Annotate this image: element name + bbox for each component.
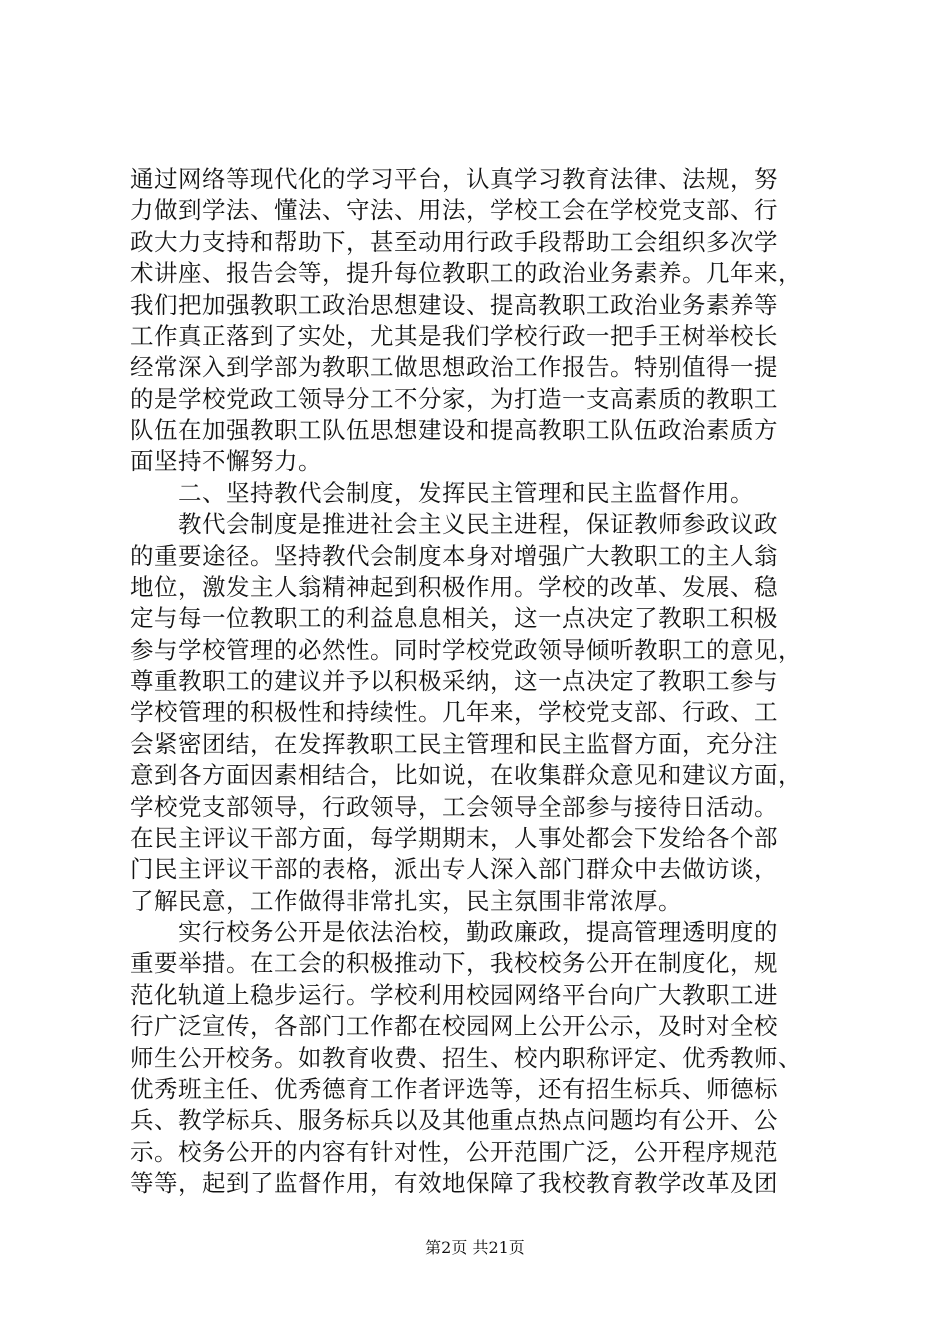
text-line: 重要举措。在工会的积极推动下，我校校务公开在制度化，规 <box>130 949 778 978</box>
text-line: 在民主评议干部方面，每学期期末，人事处都会下发给各个部 <box>130 823 778 852</box>
text-line: 工作真正落到了实处，尤其是我们学校行政一把手王树举校长 <box>130 321 778 350</box>
text-line: 术讲座、报告会等，提升每位教职工的政治业务素养。几年来， <box>130 259 802 288</box>
text-line: 参与学校管理的必然性。同时学校党政领导倾听教职工的意见， <box>130 635 802 664</box>
text-line: 等等，起到了监督作用，有效地保障了我校教育教学改革及团 <box>130 1169 778 1197</box>
text-line: 学校党支部领导，行政领导，工会领导全部参与接待日活动。 <box>130 792 778 821</box>
text-line: 经常深入到学部为教职工做思想政治工作报告。特别值得一提 <box>130 353 778 382</box>
text-line: 师生公开校务。如教育收费、招生、校内职称评定、优秀教师、 <box>130 1043 802 1072</box>
text-line: 兵、教学标兵、服务标兵以及其他重点热点问题均有公开、公 <box>130 1106 778 1135</box>
text-line: 意到各方面因素相结合，比如说，在收集群众意见和建议方面， <box>130 761 802 790</box>
text-line: 实行校务公开是依法治校，勤政廉政，提高管理透明度的 <box>130 918 778 946</box>
text-line: 尊重教职工的建议并予以积极采纳，这一点决定了教职工参与 <box>130 667 778 695</box>
text-line: 地位，激发主人翁精神起到积极作用。学校的改革、发展、稳 <box>130 572 778 601</box>
text-line: 队伍在加强教职工队伍思想建设和提高教职工队伍政治素质方 <box>130 416 778 444</box>
text-line: 行广泛宣传，各部门工作都在校园网上公开公示，及时对全校 <box>130 1012 778 1041</box>
text-line: 我们把加强教职工政治思想建设、提高教职工政治业务素养等 <box>130 290 778 319</box>
text-line: 面坚持不懈努力。 <box>130 447 322 476</box>
text-line: 的是学校党政工领导分工不分家，为打造一支高素质的教职工 <box>130 384 778 413</box>
page-number-footer: 第2页 共21页 <box>425 1238 525 1257</box>
text-line: 力做到学法、懂法、守法、用法，学校工会在学校党支部、行 <box>130 196 778 225</box>
text-line: 范化轨道上稳步运行。学校利用校园网络平台向广大教职工进 <box>130 980 778 1009</box>
text-line: 门民主评议干部的表格，派出专人深入部门群众中去做访谈， <box>130 855 778 884</box>
text-line: 定与每一位教职工的利益息息相关，这一点决定了教职工积极 <box>130 604 778 633</box>
section-heading: 二、坚持教代会制度，发挥民主管理和民主监督作用。 <box>130 478 754 507</box>
text-line: 政大力支持和帮助下，甚至动用行政手段帮助工会组织多次学 <box>130 227 778 256</box>
text-line: 学校管理的积极性和持续性。几年来，学校党支部、行政、工 <box>130 698 778 727</box>
text-line: 会紧密团结，在发挥教职工民主管理和民主监督方面，充分注 <box>130 729 778 758</box>
text-line: 通过网络等现代化的学习平台，认真学习教育法律、法规，努 <box>130 165 778 193</box>
text-line: 示。校务公开的内容有针对性，公开范围广泛，公开程序规范 <box>130 1137 778 1166</box>
text-line: 了解民意，工作做得非常扎实，民主氛围非常浓厚。 <box>130 886 682 915</box>
text-line: 的重要途径。坚持教代会制度本身对增强广大教职工的主人翁 <box>130 541 778 570</box>
text-line: 优秀班主任、优秀德育工作者评选等，还有招生标兵、师德标 <box>130 1074 778 1103</box>
text-line: 教代会制度是推进社会主义民主进程，保证教师参政议政 <box>130 510 778 539</box>
